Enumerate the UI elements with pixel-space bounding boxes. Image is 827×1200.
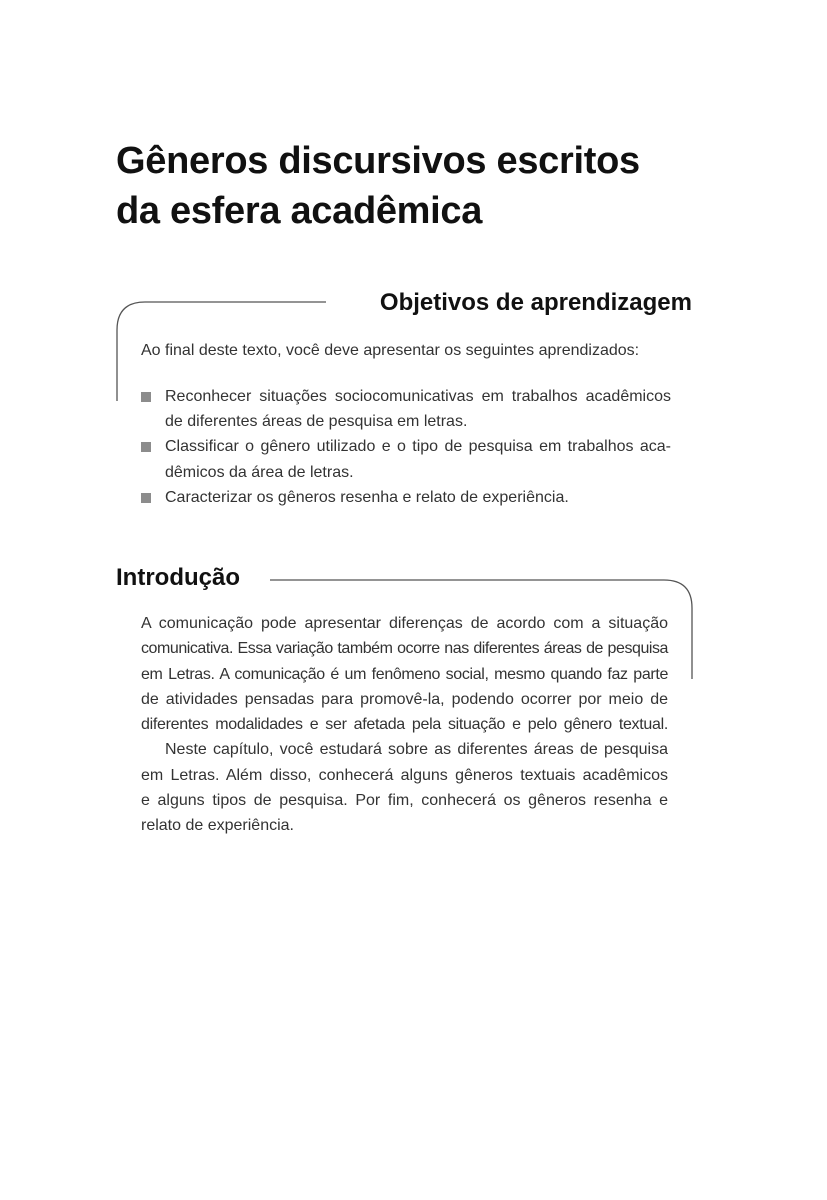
paragraph-line: em Letras. Além disso, conhecerá alguns gêneros textuais acadêmicos — [141, 766, 668, 784]
paragraph — [141, 737, 668, 838]
list-item-line: Reconhecer situações sociocomunicativas em trabalhos acadêmicos — [165, 388, 671, 405]
paragraph — [141, 611, 668, 737]
list-item-line: dêmicos da área de letras. — [165, 463, 354, 481]
square-bullet-icon — [141, 442, 151, 452]
paragraph-line: diferentes modalidades e ser afetada pela situação e pelo gênero textual. — [141, 716, 668, 734]
list-item-line: de diferentes áreas de pesquisa em letras. — [165, 413, 468, 431]
paragraph-line: A comunicação pode apresentar diferenças de acordo com a situação — [141, 615, 668, 632]
paragraph-line: Neste capítulo, você estudará sobre as diferentes áreas de pesquisa — [165, 741, 668, 759]
paragraph-line: em Letras. A comunicação é um fenômeno social, mesmo quando faz parte — [141, 665, 668, 683]
introduction-body — [141, 611, 668, 839]
list-item — [141, 434, 671, 484]
paragraph-line: comunicativa. Essa variação também ocorre nas diferentes áreas de pesquisa — [141, 640, 668, 658]
chapter-title-line: da esfera acadêmica — [116, 190, 483, 232]
list-item-line: Caracterizar os gêneros resenha e relato de experiência. — [165, 488, 569, 506]
square-bullet-icon — [141, 392, 151, 402]
objectives-heading: Objetivos de aprendizagem — [379, 289, 692, 316]
list-item-line: Classificar o gênero utilizado e o tipo de pesquisa em trabalhos aca- — [165, 438, 671, 456]
paragraph-line: relato de experiência. — [141, 817, 294, 835]
list-item — [141, 384, 671, 434]
objectives-list — [141, 384, 671, 510]
paragraph-line: e alguns tipos de pesquisa. Por fim, conhecerá os gêneros resenha e — [141, 792, 668, 810]
chapter-title-line: Gêneros discursivos escritos — [116, 140, 640, 182]
paragraph-line: de atividades pensadas para promovê-la, podendo ocorrer por meio de — [141, 690, 668, 708]
introduction-heading: Introdução — [116, 564, 240, 591]
square-bullet-icon — [141, 493, 151, 503]
list-item — [141, 485, 671, 510]
objectives-lead: Ao final deste texto, você deve apresentar os seguintes aprendizados: — [141, 342, 640, 359]
